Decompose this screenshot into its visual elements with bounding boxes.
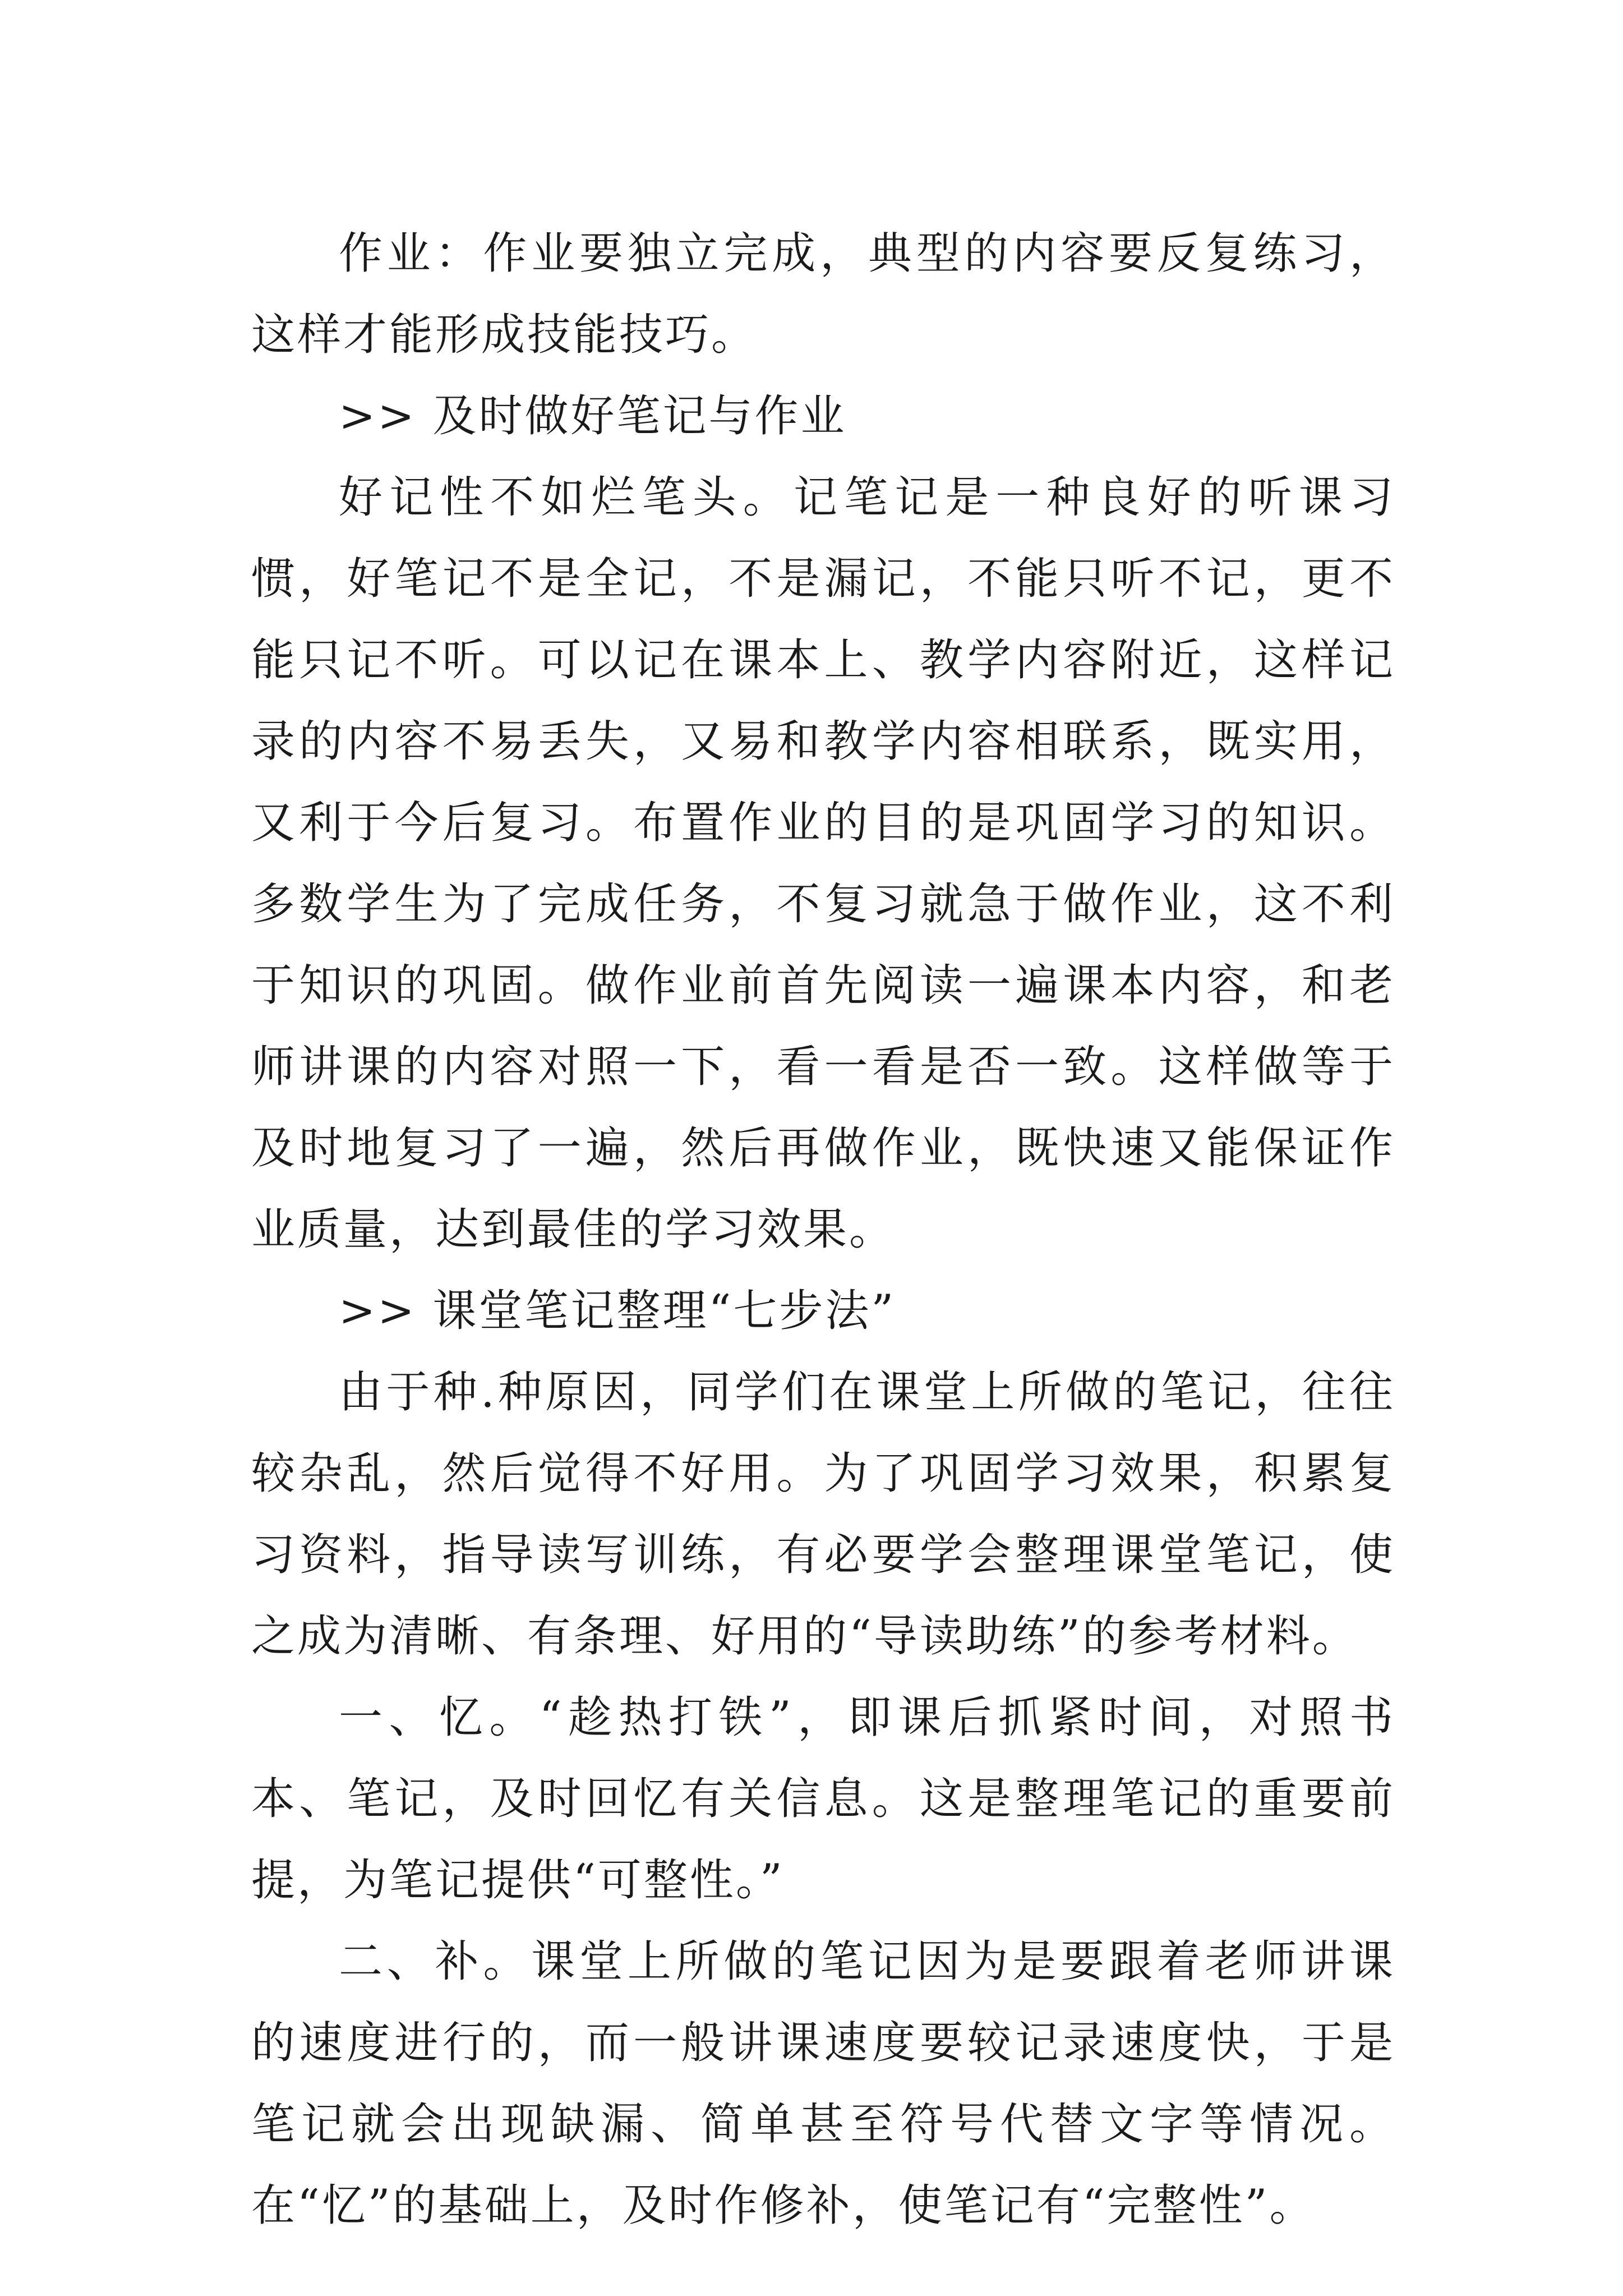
document-body: [251, 213, 1395, 2247]
paragraph-organize-notes: 由于种.种原因，同学们在课堂上所做的笔记，往往较杂乱，然后觉得不好用。为了巩固学习效果，积累复习资料，指导读写训练，有必要学会整理课堂笔记，使之成为清晰、有条理、好用的“导读助练”的参考材料。: [251, 1367, 1395, 1662]
paragraph-step-one-recall: 一、忆。“趁热打铁”，即课后抓紧时间，对照书本、笔记，及时回忆有关信息。这是整理笔记的重要前提，为笔记提供“可整性。”: [251, 1692, 1395, 1906]
paragraph-good-notes: 好记性不如烂笔头。记笔记是一种良好的听课习惯，好笔记不是全记，不是漏记，不能只听不记，更不能只记不听。可以记在课本上、教学内容附近，这样记录的内容不易丢失，又易和教学内容相联系，既实用，又利于今后复习。布置作业的目的是巩固学习的知识。多数学生为了完成任务，不复习就急于做作业，这不利于知识的巩固。做作业前首先阅读一遍课本内容，和老师讲课的内容对照一下，看一看是否一致。这样做等于及时地复习了一遍，然后再做作业，既快速又能保证作业质量，达到最佳的学习效果。: [251, 472, 1395, 1255]
section-heading-seven-steps: >> 课堂笔记整理“七步法”: [339, 1286, 896, 1336]
paragraph-homework: 作业：作业要独立完成，典型的内容要反复练习，这样才能形成技能技巧。: [251, 228, 1395, 360]
paragraph-step-two-supplement: 二、补。课堂上所做的笔记因为是要跟着老师讲课的速度进行的，而一般讲课速度要较记录速度快，于是笔记就会出现缺漏、简单甚至符号代替文字等情况。在“忆”的基础上，及时作修补，使笔记有“完整性”。: [251, 1936, 1395, 2231]
section-heading-notes-homework: >> 及时做好笔记与作业: [339, 391, 847, 441]
